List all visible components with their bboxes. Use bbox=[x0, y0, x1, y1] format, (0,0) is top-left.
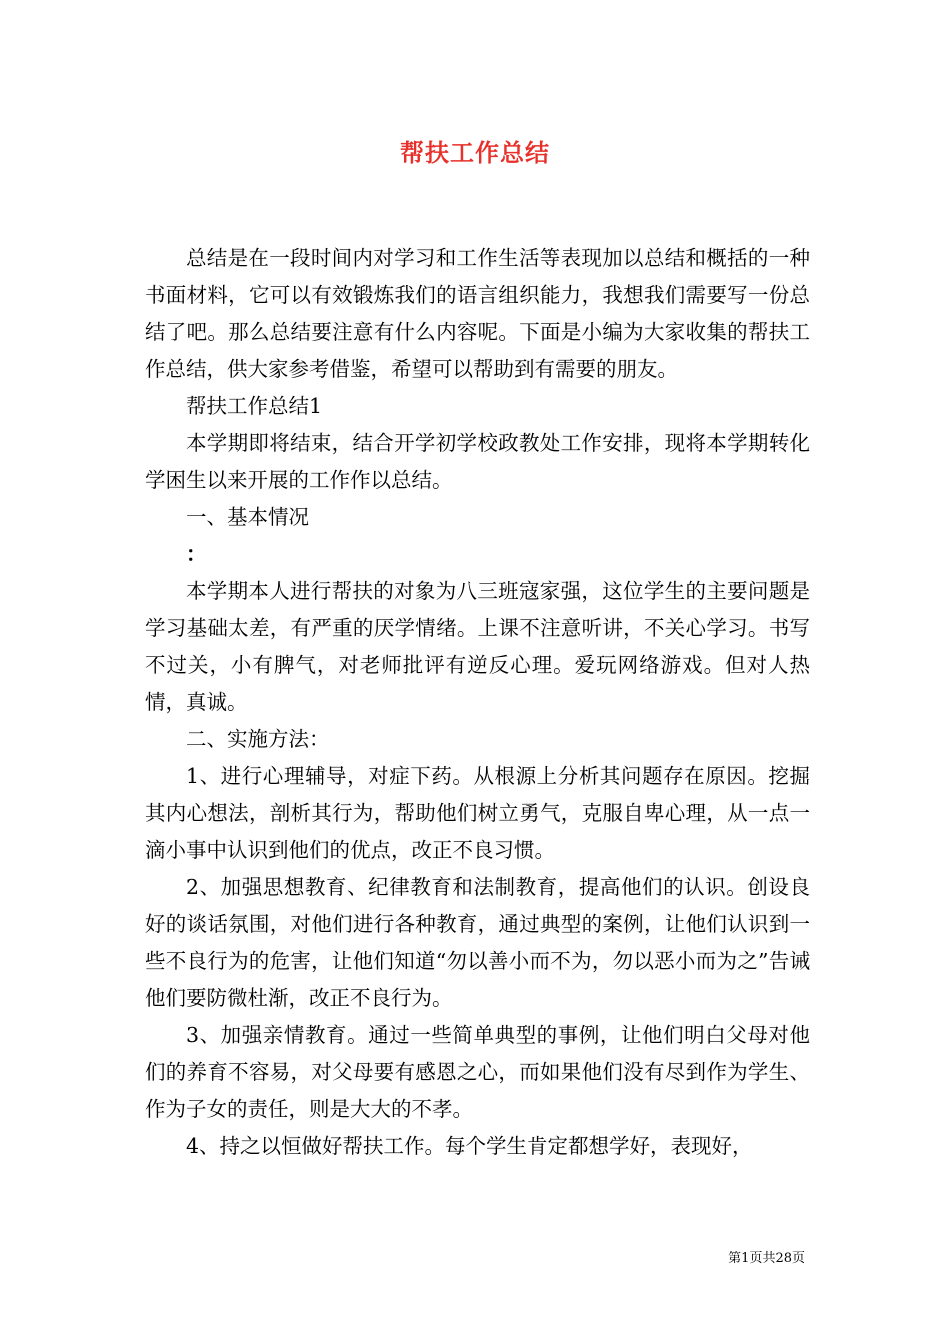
subsection-heading: 一、基本情况 bbox=[186, 505, 309, 529]
paragraph: 本学期本人进行帮扶的对象为八三班寇家强，这位学生的主要问题是学习基础太差，有严重的厌学情绪。上课不注意听讲，不关心学习。书写不过关，小有脾气，对老师批评有逆反心理。爱玩网络游戏。但对人热情，真诚。 bbox=[145, 579, 810, 714]
paragraph: 3、加强亲情教育。通过一些简单典型的事例，让他们明白父母对他们的养育不容易，对父母要有感恩之心，而如果他们没有尽到作为学生、作为子女的责任，则是大大的不孝。 bbox=[145, 1023, 810, 1121]
section-heading: 帮扶工作总结1 bbox=[186, 394, 323, 418]
paragraph: 本学期即将结束，结合开学初学校政教处工作安排，现将本学期转化学困生以来开展的工作作以总结。 bbox=[145, 431, 810, 492]
paragraph: 2、加强思想教育、纪律教育和法制教育，提高他们的认识。创设良好的谈话氛围，对他们进行各种教育，通过典型的案例，让他们认识到一些不良行为的危害，让他们知道“勿以善小而不为，勿以恶小而为之”告诫他们要防微杜渐，改正不良行为。 bbox=[145, 875, 810, 1010]
colon-line: ： bbox=[186, 542, 207, 566]
subsection-heading: 二、实施方法： bbox=[186, 727, 330, 751]
paragraph: 1、进行心理辅导，对症下药。从根源上分析其问题存在原因。挖掘其内心想法，剖析其行为，帮助他们树立勇气，克服自卑心理，从一点一滴小事中认识到他们的优点，改正不良习惯。 bbox=[145, 764, 810, 862]
document-body bbox=[145, 240, 810, 1165]
page-number: 第1页共28页 bbox=[728, 1251, 805, 1266]
paragraph: 4、持之以恒做好帮扶工作。每个学生肯定都想学好，表现好， bbox=[186, 1134, 753, 1158]
document-title: 帮扶工作总结 bbox=[400, 138, 550, 167]
intro-paragraph: 总结是在一段时间内对学习和工作生活等表现加以总结和概括的一种书面材料，它可以有效锻炼我们的语言组织能力，我想我们需要写一份总结了吧。那么总结要注意有什么内容呢。下面是小编为大家收集的帮扶工作总结，供大家参考借鉴，希望可以帮助到有需要的朋友。 bbox=[145, 246, 810, 381]
